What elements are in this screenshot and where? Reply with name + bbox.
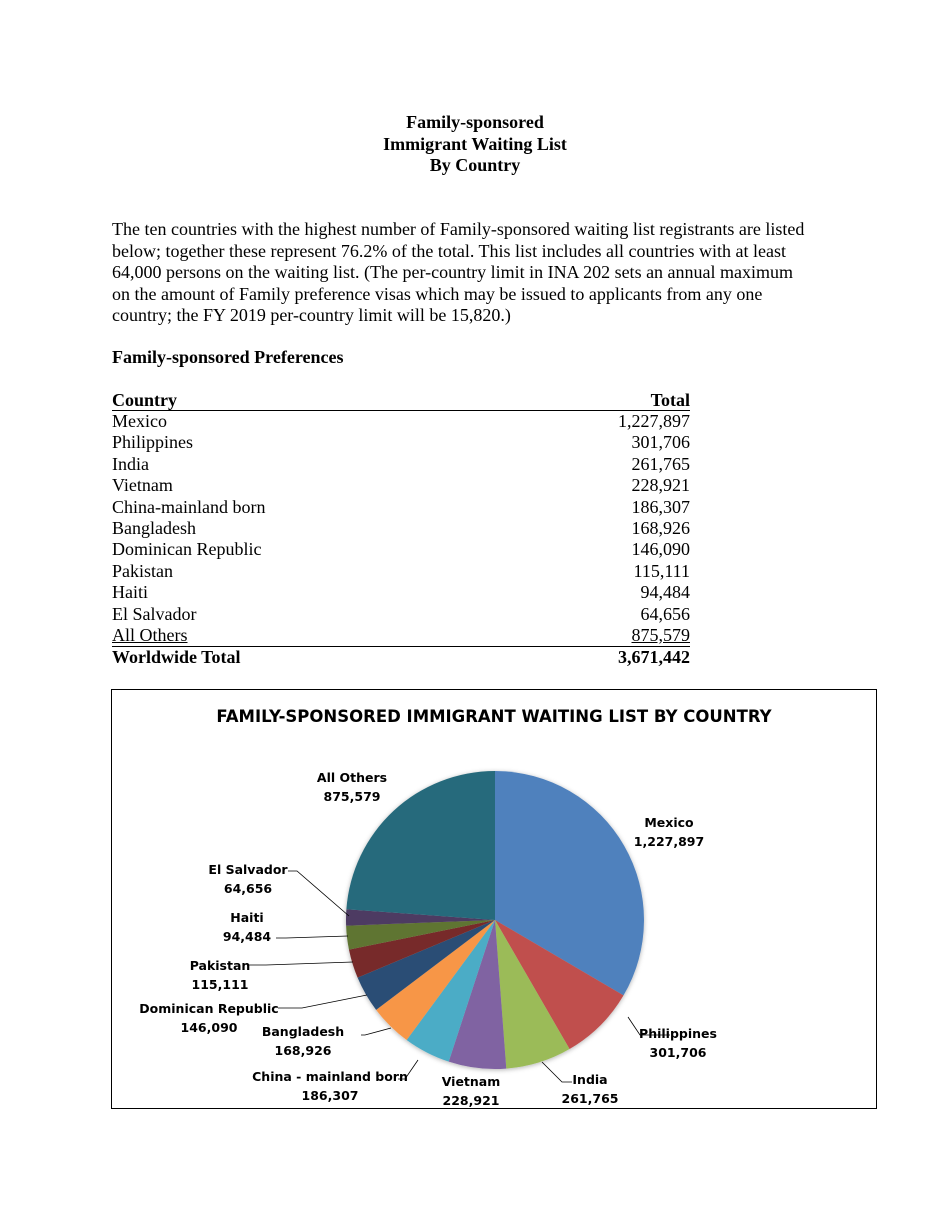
total-cell: 115,111 (633, 560, 690, 581)
country-cell: Dominican Republic (112, 539, 262, 560)
table-row (112, 475, 690, 496)
intro-line: on the amount of Family preference visas which may be issued to applicants from any one (112, 283, 763, 304)
total-cell: 146,090 (631, 539, 690, 560)
country-cell: Mexico (112, 411, 167, 431)
slice-label-name: Philippines (639, 1026, 717, 1041)
slice-label-value: 94,484 (222, 929, 272, 944)
waiting-list-table (112, 390, 690, 669)
country-cell: El Salvador (112, 603, 197, 624)
leader-line (361, 1028, 391, 1035)
table-row (112, 604, 690, 625)
table-total-row (112, 646, 690, 668)
country-cell: China-mainland born (112, 496, 266, 517)
slice-label-value: 1,227,897 (633, 834, 705, 849)
slice-label-name: China - mainland born (252, 1069, 408, 1084)
table-row (112, 454, 690, 475)
slice-label-value: 261,765 (561, 1091, 619, 1106)
page-title (0, 112, 950, 177)
intro-line: 64,000 persons on the waiting list. (The per-country limit in INA 202 sets an annual maximum (112, 262, 794, 283)
slice-label-name: Pakistan (189, 958, 251, 973)
slice-label (223, 910, 272, 944)
slice-label (639, 1026, 717, 1060)
slice-label-value: 875,579 (323, 789, 381, 804)
table-row (112, 539, 690, 560)
leader-line (276, 936, 348, 938)
table-row (112, 582, 690, 603)
chart-title: FAMILY-SPONSORED IMMIGRANT WAITING LIST BY COUNTRY (216, 707, 772, 726)
slice-label (139, 1001, 278, 1035)
slice-label-name: Bangladesh (261, 1024, 345, 1039)
title-line-3: By Country (429, 155, 521, 175)
total-label: Worldwide Total (112, 647, 241, 668)
leader-line (288, 871, 349, 916)
total-cell: 301,706 (631, 432, 690, 453)
title-line-1: Family-sponsored (406, 112, 544, 132)
total-value: 3,671,442 (618, 647, 690, 668)
column-header-total: Total (650, 390, 690, 410)
table-row (112, 432, 690, 453)
table-header (112, 390, 690, 411)
country-cell: Vietnam (112, 475, 173, 496)
total-cell: 875,579 (631, 624, 690, 645)
country-cell: Haiti (112, 582, 148, 603)
country-cell: All Others (112, 624, 188, 645)
slice-label-name: Dominican Republic (139, 1001, 279, 1016)
total-cell: 261,765 (631, 453, 690, 474)
slice-label-value: 228,921 (442, 1093, 500, 1108)
slice-label (317, 770, 387, 804)
slice-label (442, 1074, 501, 1108)
intro-line: The ten countries with the highest number of Family-sponsored waiting list registrants are listed (112, 219, 805, 239)
slice-label (634, 815, 704, 849)
total-cell: 64,656 (640, 603, 690, 624)
slice-label-value: 146,090 (180, 1020, 238, 1035)
intro-line: below; together these represent 76.2% of the total. This list includes all countries with at least (112, 240, 786, 261)
column-header-country: Country (112, 390, 178, 410)
total-cell: 1,227,897 (618, 411, 690, 431)
slice-label-value: 168,926 (274, 1043, 332, 1058)
slice-label (262, 1024, 344, 1058)
table-row (112, 625, 690, 646)
slice-label (190, 958, 251, 992)
table-row (112, 561, 690, 582)
total-cell: 228,921 (631, 475, 690, 496)
slice-label-name: Haiti (230, 910, 264, 925)
title-line-2: Immigrant Waiting List (383, 133, 567, 154)
slice-label-name: India (572, 1072, 608, 1087)
slice-label (252, 1069, 408, 1103)
pie-chart (112, 690, 876, 1108)
pie-chart-frame (111, 689, 877, 1109)
slice-label (562, 1072, 619, 1106)
slice-label (208, 862, 288, 896)
table-row (112, 497, 690, 518)
leader-line (542, 1062, 572, 1082)
country-cell: Bangladesh (112, 517, 196, 538)
total-cell: 168,926 (631, 517, 690, 538)
country-cell: Philippines (112, 432, 194, 453)
slice-label-name: All Others (316, 770, 388, 785)
slice-label-value: 301,706 (649, 1045, 707, 1060)
slice-label-value: 115,111 (191, 977, 249, 992)
country-cell: Pakistan (112, 560, 173, 581)
table-row (112, 411, 690, 432)
intro-line: country; the FY 2019 per-country limit will be 15,820.) (112, 305, 511, 326)
slice-label-name: Mexico (644, 815, 694, 830)
slice-label-value: 186,307 (301, 1088, 359, 1103)
slice-label-value: 64,656 (223, 881, 273, 896)
leader-line (249, 962, 353, 965)
slice-label-name: Vietnam (441, 1074, 501, 1089)
total-cell: 186,307 (631, 496, 690, 517)
intro-paragraph (112, 219, 838, 327)
preferences-heading: Family-sponsored Preferences (112, 347, 344, 367)
slice-label-name: El Salvador (208, 862, 288, 877)
leader-line (278, 995, 367, 1008)
pie-slices (346, 771, 644, 1069)
country-cell: India (112, 453, 149, 474)
total-cell: 94,484 (640, 582, 690, 603)
table-row (112, 518, 690, 539)
